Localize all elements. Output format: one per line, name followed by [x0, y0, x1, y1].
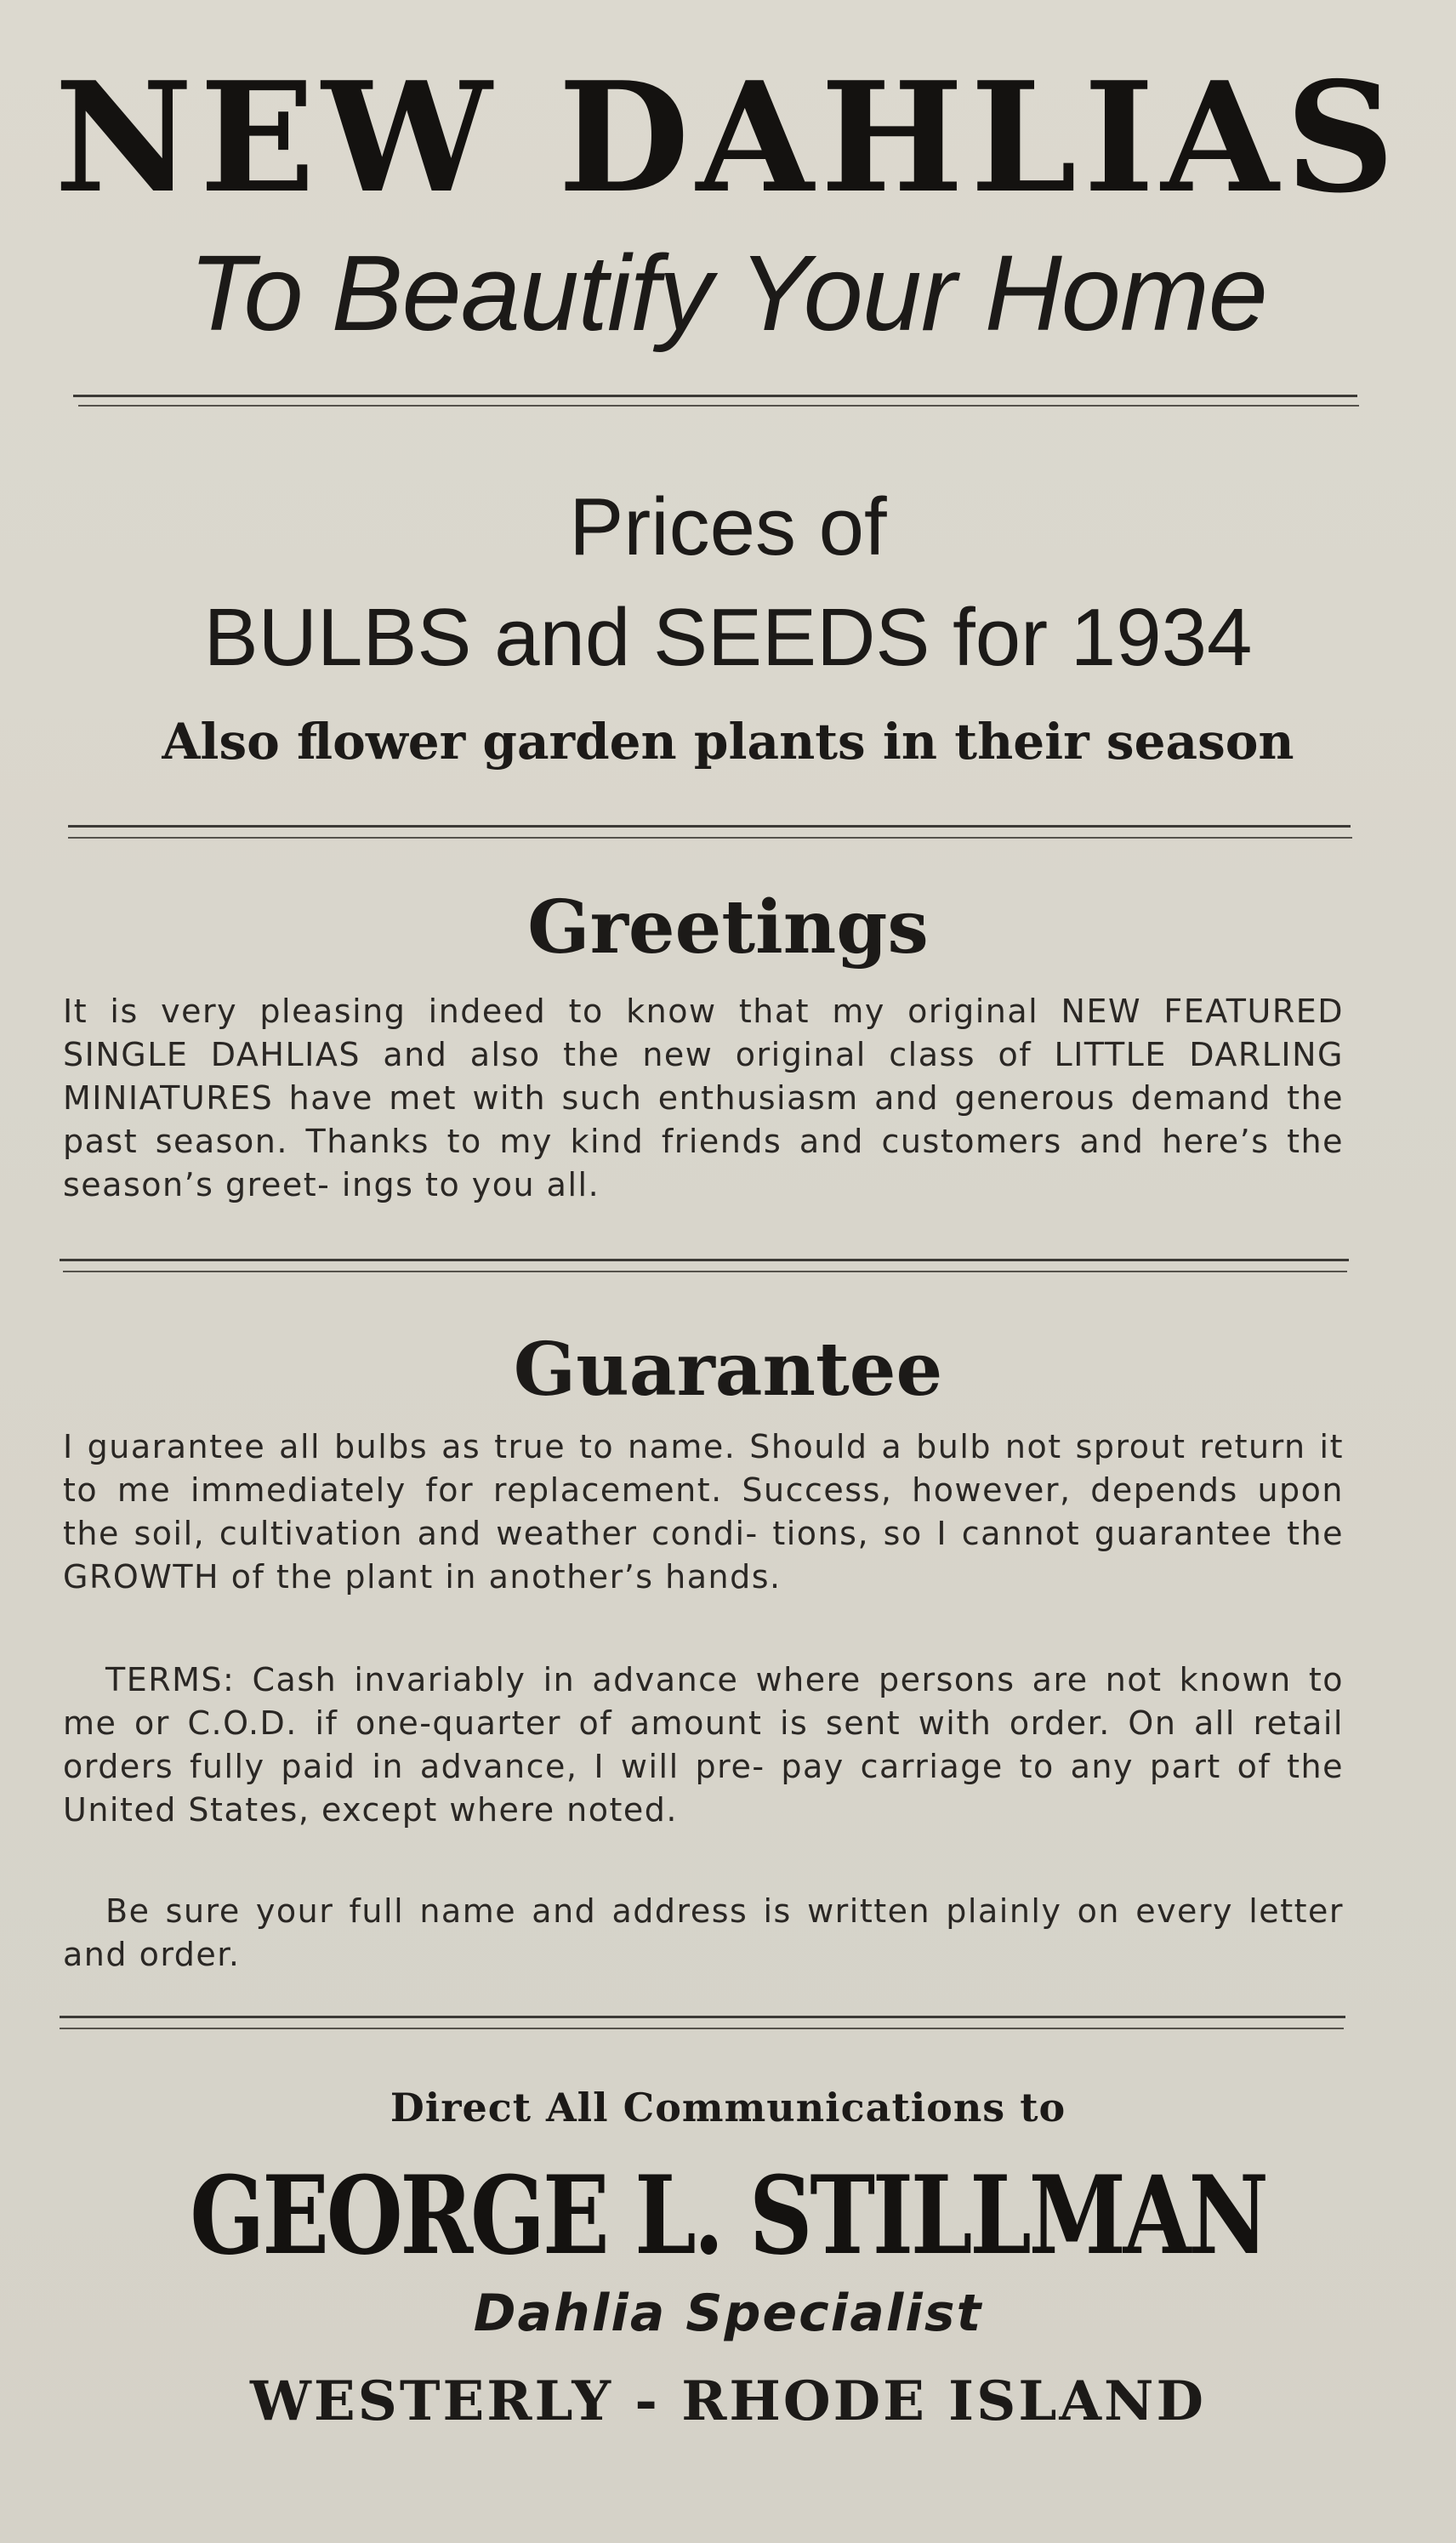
greetings-paragraph: It is very pleasing indeed to know that my original NEW FEATURED SINGLE DAHLIAS and also the new original class of LITTLE DARLING MINIATURES have met with such enthusiasm and generous demand the past season. Thanks to my kind friends and customers and here’s the season’s greet- ings to you all. [63, 993, 1344, 1203]
prices-heading: Prices of [569, 481, 887, 572]
address-note-paragraph: Be sure your full name and address is written plainly on every letter and order. [63, 1892, 1344, 1973]
prices-subheading: BULBS and SEEDS for 1934 [203, 592, 1253, 683]
terms-paragraph: TERMS: Cash invariably in advance where persons are not known to me or C.O.D. if one-quarter of amount is sent with order. On all retail orders fully paid in advance, I will pre- pay carriage to any part of the United States, except where noted. [63, 1661, 1344, 1829]
page-title: NEW DAHLIAS [54, 48, 1402, 226]
divider-rule [63, 1271, 1347, 1272]
contact-title: Dahlia Specialist [473, 2284, 983, 2343]
divider-rule [60, 2016, 1345, 2018]
contact-name: GEORGE L. STILLMAN [190, 2153, 1266, 2278]
page-subtitle: To Beautify Your Home [189, 233, 1267, 353]
guarantee-paragraph: I guarantee all bulbs as true to name. Should a bulb not sprout return it to me immediately for replacement. Success, however, depends upon the soil, cultivation and weather condi- tions, so I cannot guarantee the GROWTH of the plant in another’s hands. [63, 1428, 1344, 1596]
greetings-heading: Greetings [527, 885, 929, 970]
divider-rule [60, 1259, 1349, 1261]
divider-rule [78, 405, 1359, 407]
contact-location: WESTERLY - RHODE ISLAND [250, 2369, 1206, 2433]
prices-note: Also flower garden plants in their season [162, 713, 1294, 771]
contact-intro: Direct All Communications to [390, 2085, 1066, 2131]
divider-rule [60, 2028, 1344, 2029]
divider-rule [68, 825, 1351, 828]
divider-rule [68, 837, 1352, 839]
divider-rule [73, 395, 1357, 397]
guarantee-heading: Guarantee [513, 1327, 943, 1413]
